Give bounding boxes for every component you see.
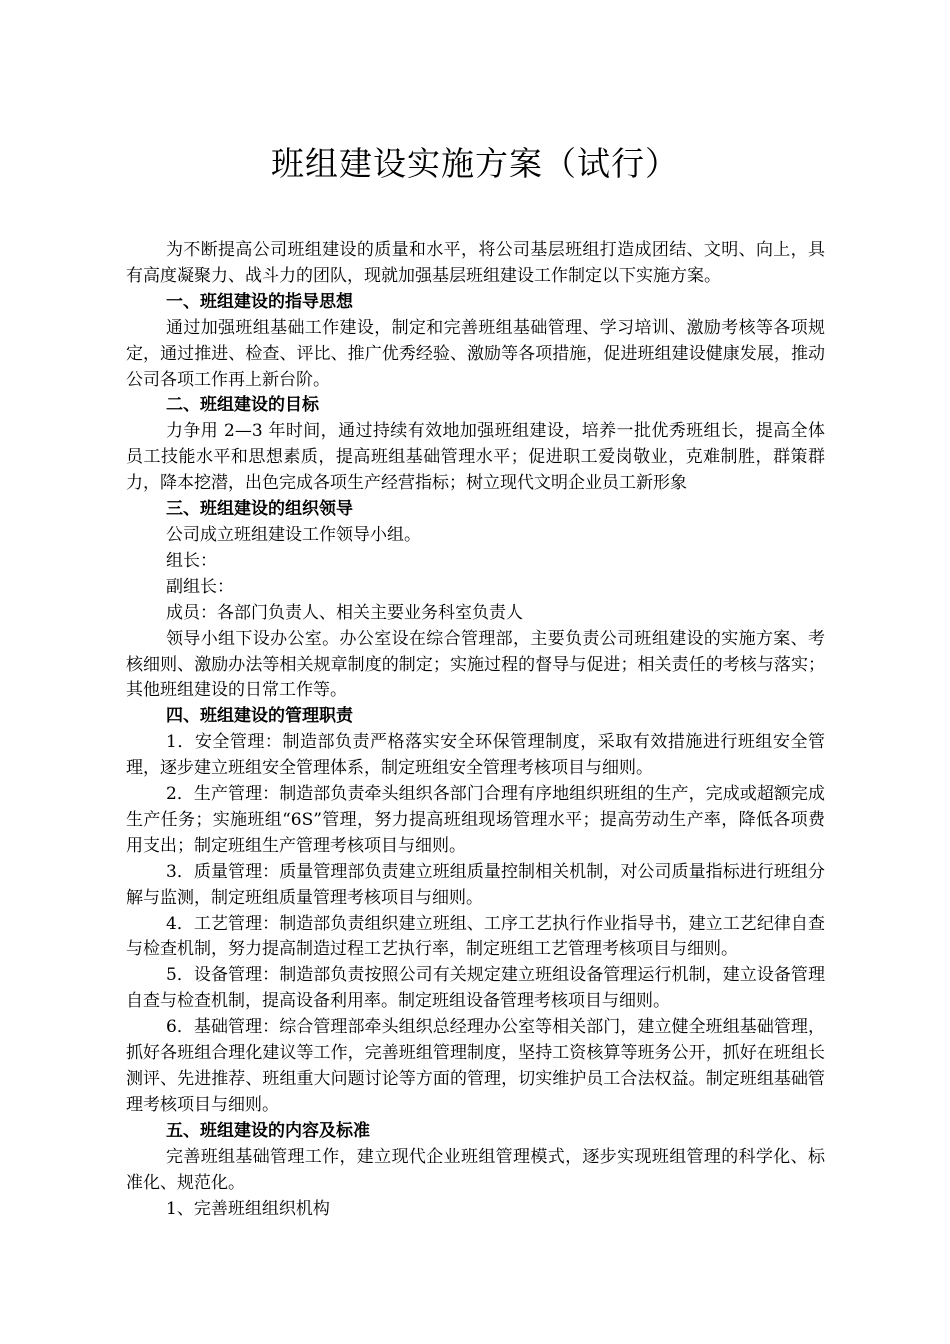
paragraph-safety-management: 1．安全管理：制造部负责严格落实安全环保管理制度，采取有效措施进行班组安全管理，逐步建立班组安全管理体系，制定班组安全管理考核项目与细则。 bbox=[126, 732, 825, 779]
paragraph-leadership-group: 公司成立班组建设工作领导小组。 bbox=[166, 524, 421, 545]
paragraph-process-management: 4．工艺管理：制造部负责组织建立班组、工序工艺执行作业指导书，建立工艺纪律自查与检查机制，努力提高制造过程工艺执行率，制定班组工艺管理考核项目与细则。 bbox=[126, 913, 825, 960]
paragraph-content-standards: 完善班组基础管理工作，建立现代企业班组管理模式，逐步实现班组管理的科学化、标准化、规范化。 bbox=[126, 1146, 825, 1193]
paragraph-deputy-leader: 副组长： bbox=[166, 576, 234, 597]
paragraph-goals: 力争用 2—3 年时间，通过持续有效地加强班组建设，培养一批优秀班组长，提高全体员工技能水平和思想素质，提高班组基础管理水平；促进职工爱岗敬业，克难制胜，群策群力，降本挖潜，出色完成各项生产经营指标；树立现代文明企业员工新形象 bbox=[126, 421, 825, 494]
paragraph-organization-structure: 1、完善班组组织机构 bbox=[166, 1198, 330, 1219]
intro-paragraph: 为不断提高公司班组建设的质量和水平，将公司基层班组打造成团结、文明、向上，具有高度凝聚力、战斗力的团队，现就加强基层班组建设工作制定以下实施方案。 bbox=[126, 240, 825, 286]
paragraph-guiding-thought: 通过加强班组基础工作建设，制定和完善班组基础管理、学习培训、激励考核等各项规定，通过推进、检查、评比、推广优秀经验、激励等各项措施，促进班组建设健康发展，推动公司各项工作再上新台阶。 bbox=[126, 317, 825, 390]
paragraph-members: 成员：各部门负责人、相关主要业务科室负责人 bbox=[166, 602, 523, 623]
section-heading-leadership: 三、班组建设的组织领导 bbox=[166, 499, 353, 520]
section-heading-responsibilities: 四、班组建设的管理职责 bbox=[166, 706, 353, 727]
section-heading-goals: 二、班组建设的目标 bbox=[166, 395, 319, 416]
paragraph-production-management: 2．生产管理：制造部负责牵头组织各部门合理有序地组织班组的生产，完成或超额完成生产任务；实施班组“6S”管理，努力提高班组现场管理水平；提高劳动生产率，降低各项费用支出；制定班组生产管理考核项目与细则。 bbox=[126, 784, 825, 856]
section-heading-guiding-thought: 一、班组建设的指导思想 bbox=[166, 291, 353, 312]
paragraph-quality-management: 3．质量管理：质量管理部负责建立班组质量控制相关机制，对公司质量指标进行班组分解与监测，制定班组质量管理考核项目与细则。 bbox=[126, 861, 825, 908]
paragraph-group-leader: 组长： bbox=[166, 550, 217, 571]
paragraph-equipment-management: 5．设备管理：制造部负责按照公司有关规定建立班组设备管理运行机制，建立设备管理自查与检查机制，提高设备利用率。制定班组设备管理考核项目与细则。 bbox=[126, 965, 825, 1012]
document-title: 班组建设实施方案（试行） bbox=[271, 144, 679, 183]
paragraph-basic-management: 6．基础管理：综合管理部牵头组织总经理办公室等相关部门，建立健全班组基础管理，抓好各班组合理化建议等工作，完善班组管理制度，坚持工资核算等班务公开，抓好在班组长测评、先进推荐、班组重大问题讨论等方面的管理，切实维护员工合法权益。制定班组基础管理考核项目与细则。 bbox=[126, 1017, 825, 1115]
document-body bbox=[126, 238, 825, 1222]
paragraph-office: 领导小组下设办公室。办公室设在综合管理部，主要负责公司班组建设的实施方案、考核细则、激励办法等相关规章制度的制定；实施过程的督导与促进；相关责任的考核与落实；其他班组建设的日常工作等。 bbox=[126, 628, 825, 701]
section-heading-content-standards: 五、班组建设的内容及标准 bbox=[166, 1120, 370, 1141]
